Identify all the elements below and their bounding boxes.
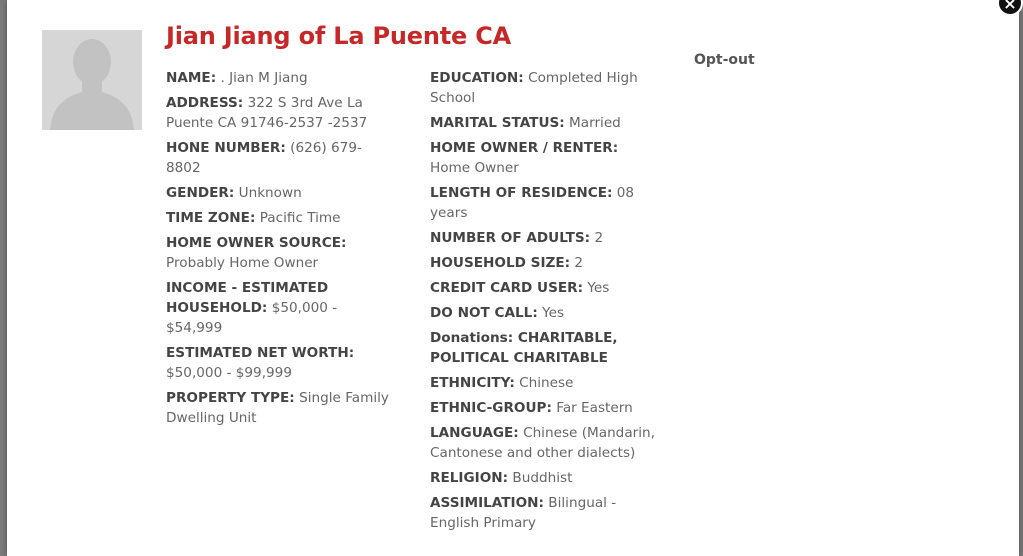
field-value: Yes <box>542 305 565 321</box>
field-label: HOUSEHOLD SIZE: <box>430 255 571 271</box>
field-label: RELIGION: <box>430 470 509 486</box>
field-marital-status <box>430 113 662 133</box>
field-label: TIME ZONE: <box>166 210 256 226</box>
field-value: Far Eastern <box>556 400 633 416</box>
field-address <box>166 93 391 133</box>
field-home-owner-renter <box>430 138 662 178</box>
field-label: NAME: <box>166 70 217 86</box>
left-details-column <box>166 68 391 433</box>
field-label: ADDRESS: <box>166 95 244 111</box>
field-value: Buddhist <box>512 470 573 486</box>
field-label: LENGTH OF RESIDENCE: <box>430 185 613 201</box>
right-details-column <box>430 68 662 538</box>
field-label: Donations: CHARITABLE, POLITICAL CHARITABLE <box>430 330 618 366</box>
field-credit-card-user <box>430 278 662 298</box>
field-language <box>430 423 662 463</box>
field-value: Home Owner <box>430 160 519 176</box>
field-value: 322 S 3rd Ave La Puente CA 91746-2537 -2537 <box>166 95 368 131</box>
field-assimilation <box>430 493 662 533</box>
field-education <box>430 68 662 108</box>
field-label: MARITAL STATUS: <box>430 115 565 131</box>
field-value: Chinese <box>519 375 574 391</box>
field-donations-charitable-political-charitabl <box>430 328 662 368</box>
field-time-zone <box>166 208 391 228</box>
profile-modal <box>7 0 1019 556</box>
field-value: (626) 679-8802 <box>166 140 362 176</box>
field-name <box>166 68 391 88</box>
field-label: ESTIMATED NET WORTH: <box>166 345 355 361</box>
field-estimated-net-worth <box>166 343 391 383</box>
opt-out-link[interactable]: Opt-out <box>694 52 755 68</box>
field-value: 2 <box>574 255 584 271</box>
field-label: ASSIMILATION: <box>430 495 544 511</box>
field-value: Yes <box>587 280 610 296</box>
field-label: EDUCATION: <box>430 70 524 86</box>
field-label: LANGUAGE: <box>430 425 519 441</box>
field-label: DO NOT CALL: <box>430 305 538 321</box>
field-label: ETHNIC-GROUP: <box>430 400 552 416</box>
field-number-of-adults <box>430 228 662 248</box>
field-ethnic-group <box>430 398 662 418</box>
field-value: $50,000 - $99,999 <box>166 365 292 381</box>
field-label: NUMBER OF ADULTS: <box>430 230 591 246</box>
field-value: Completed High School <box>430 70 638 106</box>
field-value: Probably Home Owner <box>166 255 319 271</box>
field-religion <box>430 468 662 488</box>
field-value: Married <box>569 115 621 131</box>
field-household-size <box>430 253 662 273</box>
field-label: PROPERTY TYPE: <box>166 390 295 406</box>
field-value: Single Family Dwelling Unit <box>166 390 389 426</box>
field-value: Pacific Time <box>259 210 341 226</box>
field-income-estimated-household <box>166 278 391 338</box>
field-label: GENDER: <box>166 185 235 201</box>
field-gender <box>166 183 391 203</box>
field-property-type <box>166 388 391 428</box>
field-ethnicity <box>430 373 662 393</box>
field-label: HOME OWNER SOURCE: <box>166 235 347 251</box>
field-value: Unknown <box>238 185 302 201</box>
field-value: 2 <box>594 230 604 246</box>
field-label: INCOME - ESTIMATED HOUSEHOLD: <box>166 280 329 316</box>
field-length-of-residence <box>430 183 662 223</box>
field-label: ETHNICITY: <box>430 375 515 391</box>
profile-title: Jian Jiang of La Puente CA <box>166 22 512 50</box>
field-do-not-call <box>430 303 662 323</box>
field-value: Chinese (Mandarin, Cantonese and other dialects) <box>430 425 655 461</box>
field-home-owner-source <box>166 233 391 273</box>
field-value: 08 years <box>430 185 635 221</box>
field-value: $50,000 - $54,999 <box>166 300 338 336</box>
field-label: HONE NUMBER: <box>166 140 286 156</box>
field-value: Bilingual - English Primary <box>430 495 617 531</box>
close-button[interactable]: × <box>997 0 1023 16</box>
field-label: CREDIT CARD USER: <box>430 280 584 296</box>
field-label: HOME OWNER / RENTER: <box>430 140 619 156</box>
avatar-placeholder-icon <box>42 30 142 130</box>
field-value: . Jian M Jiang <box>220 70 308 86</box>
field-hone-number <box>166 138 391 178</box>
